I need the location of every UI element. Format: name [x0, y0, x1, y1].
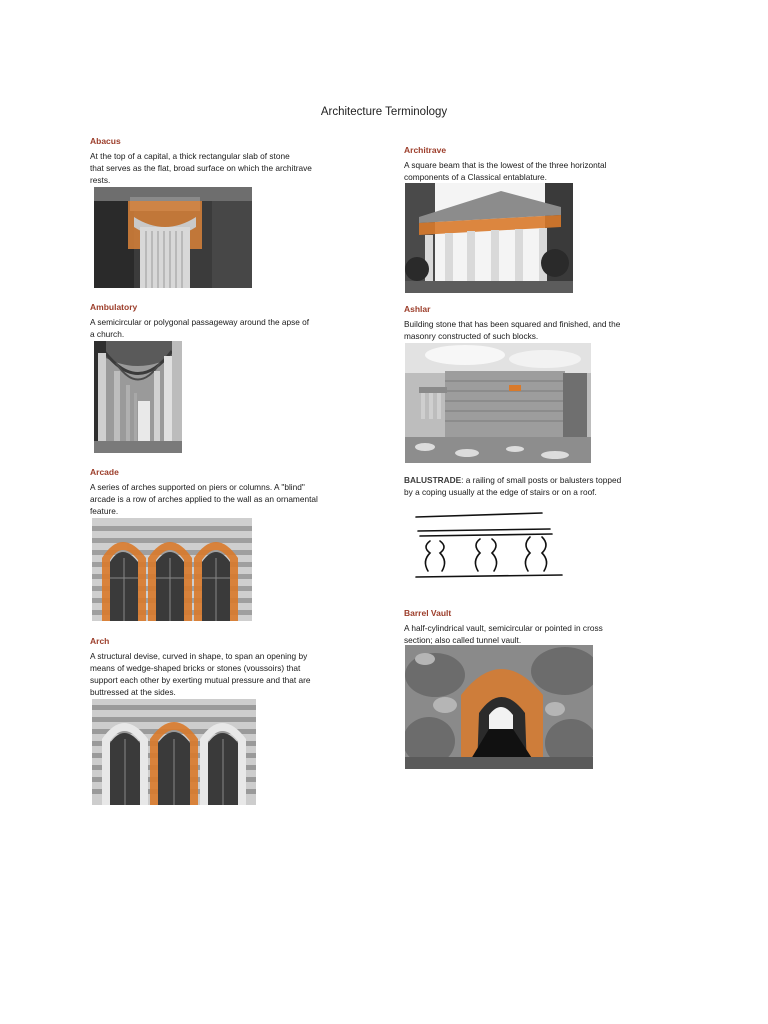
entry-arcade	[90, 467, 360, 517]
term-definition: Building stone that has been squared and finished, and the masonry constructed of such blocks.	[404, 319, 621, 341]
term-definition: At the top of a capital, a thick rectangular slab of stone that serves as the flat, broad surface on which the architrave rests.	[90, 151, 312, 185]
entry-ambulatory	[90, 302, 360, 340]
term-heading: Arch	[90, 636, 110, 646]
term-definition-text: : a railing of small posts or balusters topped by a coping usually at the edge of stairs or on a roof.	[404, 475, 622, 497]
arch-facade-photo	[92, 699, 256, 805]
tunnel-vault-photo	[405, 645, 593, 769]
term-heading-inline: BALUSTRADE	[404, 475, 462, 485]
term-heading: Arcade	[90, 467, 119, 477]
term-definition: A half-cylindrical vault, semicircular or pointed in cross section; also called tunnel vault.	[404, 623, 603, 645]
entry-arch	[90, 636, 360, 698]
page-title: Architecture Terminology	[320, 106, 448, 118]
colonnade-corridor-photo	[94, 341, 182, 453]
entry-barrel-vault	[404, 608, 674, 646]
stone-ruin-wall-photo	[405, 343, 591, 463]
greek-temple-photo	[405, 183, 573, 293]
term-definition: A semicircular or polygonal passageway around the apse of a church.	[90, 317, 310, 339]
term-definition: A square beam that is the lowest of the three horizontal components of a Classical entablature.	[404, 160, 607, 182]
entry-balustrade	[404, 474, 674, 498]
term-definition: A series of arches supported on piers or columns. A "blind" arcade is a row of arches applied to the wall as an ornamental feature.	[90, 482, 318, 516]
entry-architrave	[404, 145, 674, 183]
term-heading: Architrave	[404, 145, 447, 155]
term-definition: A structural devise, curved in shape, to span an opening by means of wedge-shaped bricks or stones (voussoirs) that support each other by exerting mutual pressure and that are buttressed at the sides.	[90, 651, 311, 697]
balustrade-sketch	[412, 505, 570, 587]
term-definition	[404, 474, 674, 498]
arcade-facade-photo	[92, 518, 252, 621]
term-heading: Ashlar	[404, 304, 431, 314]
entry-abacus	[90, 136, 360, 186]
term-heading: Ambulatory	[90, 302, 138, 312]
entry-ashlar	[404, 304, 674, 342]
column-capital-photo	[94, 187, 252, 288]
term-heading: Barrel Vault	[404, 608, 452, 618]
term-heading: Abacus	[90, 136, 121, 146]
